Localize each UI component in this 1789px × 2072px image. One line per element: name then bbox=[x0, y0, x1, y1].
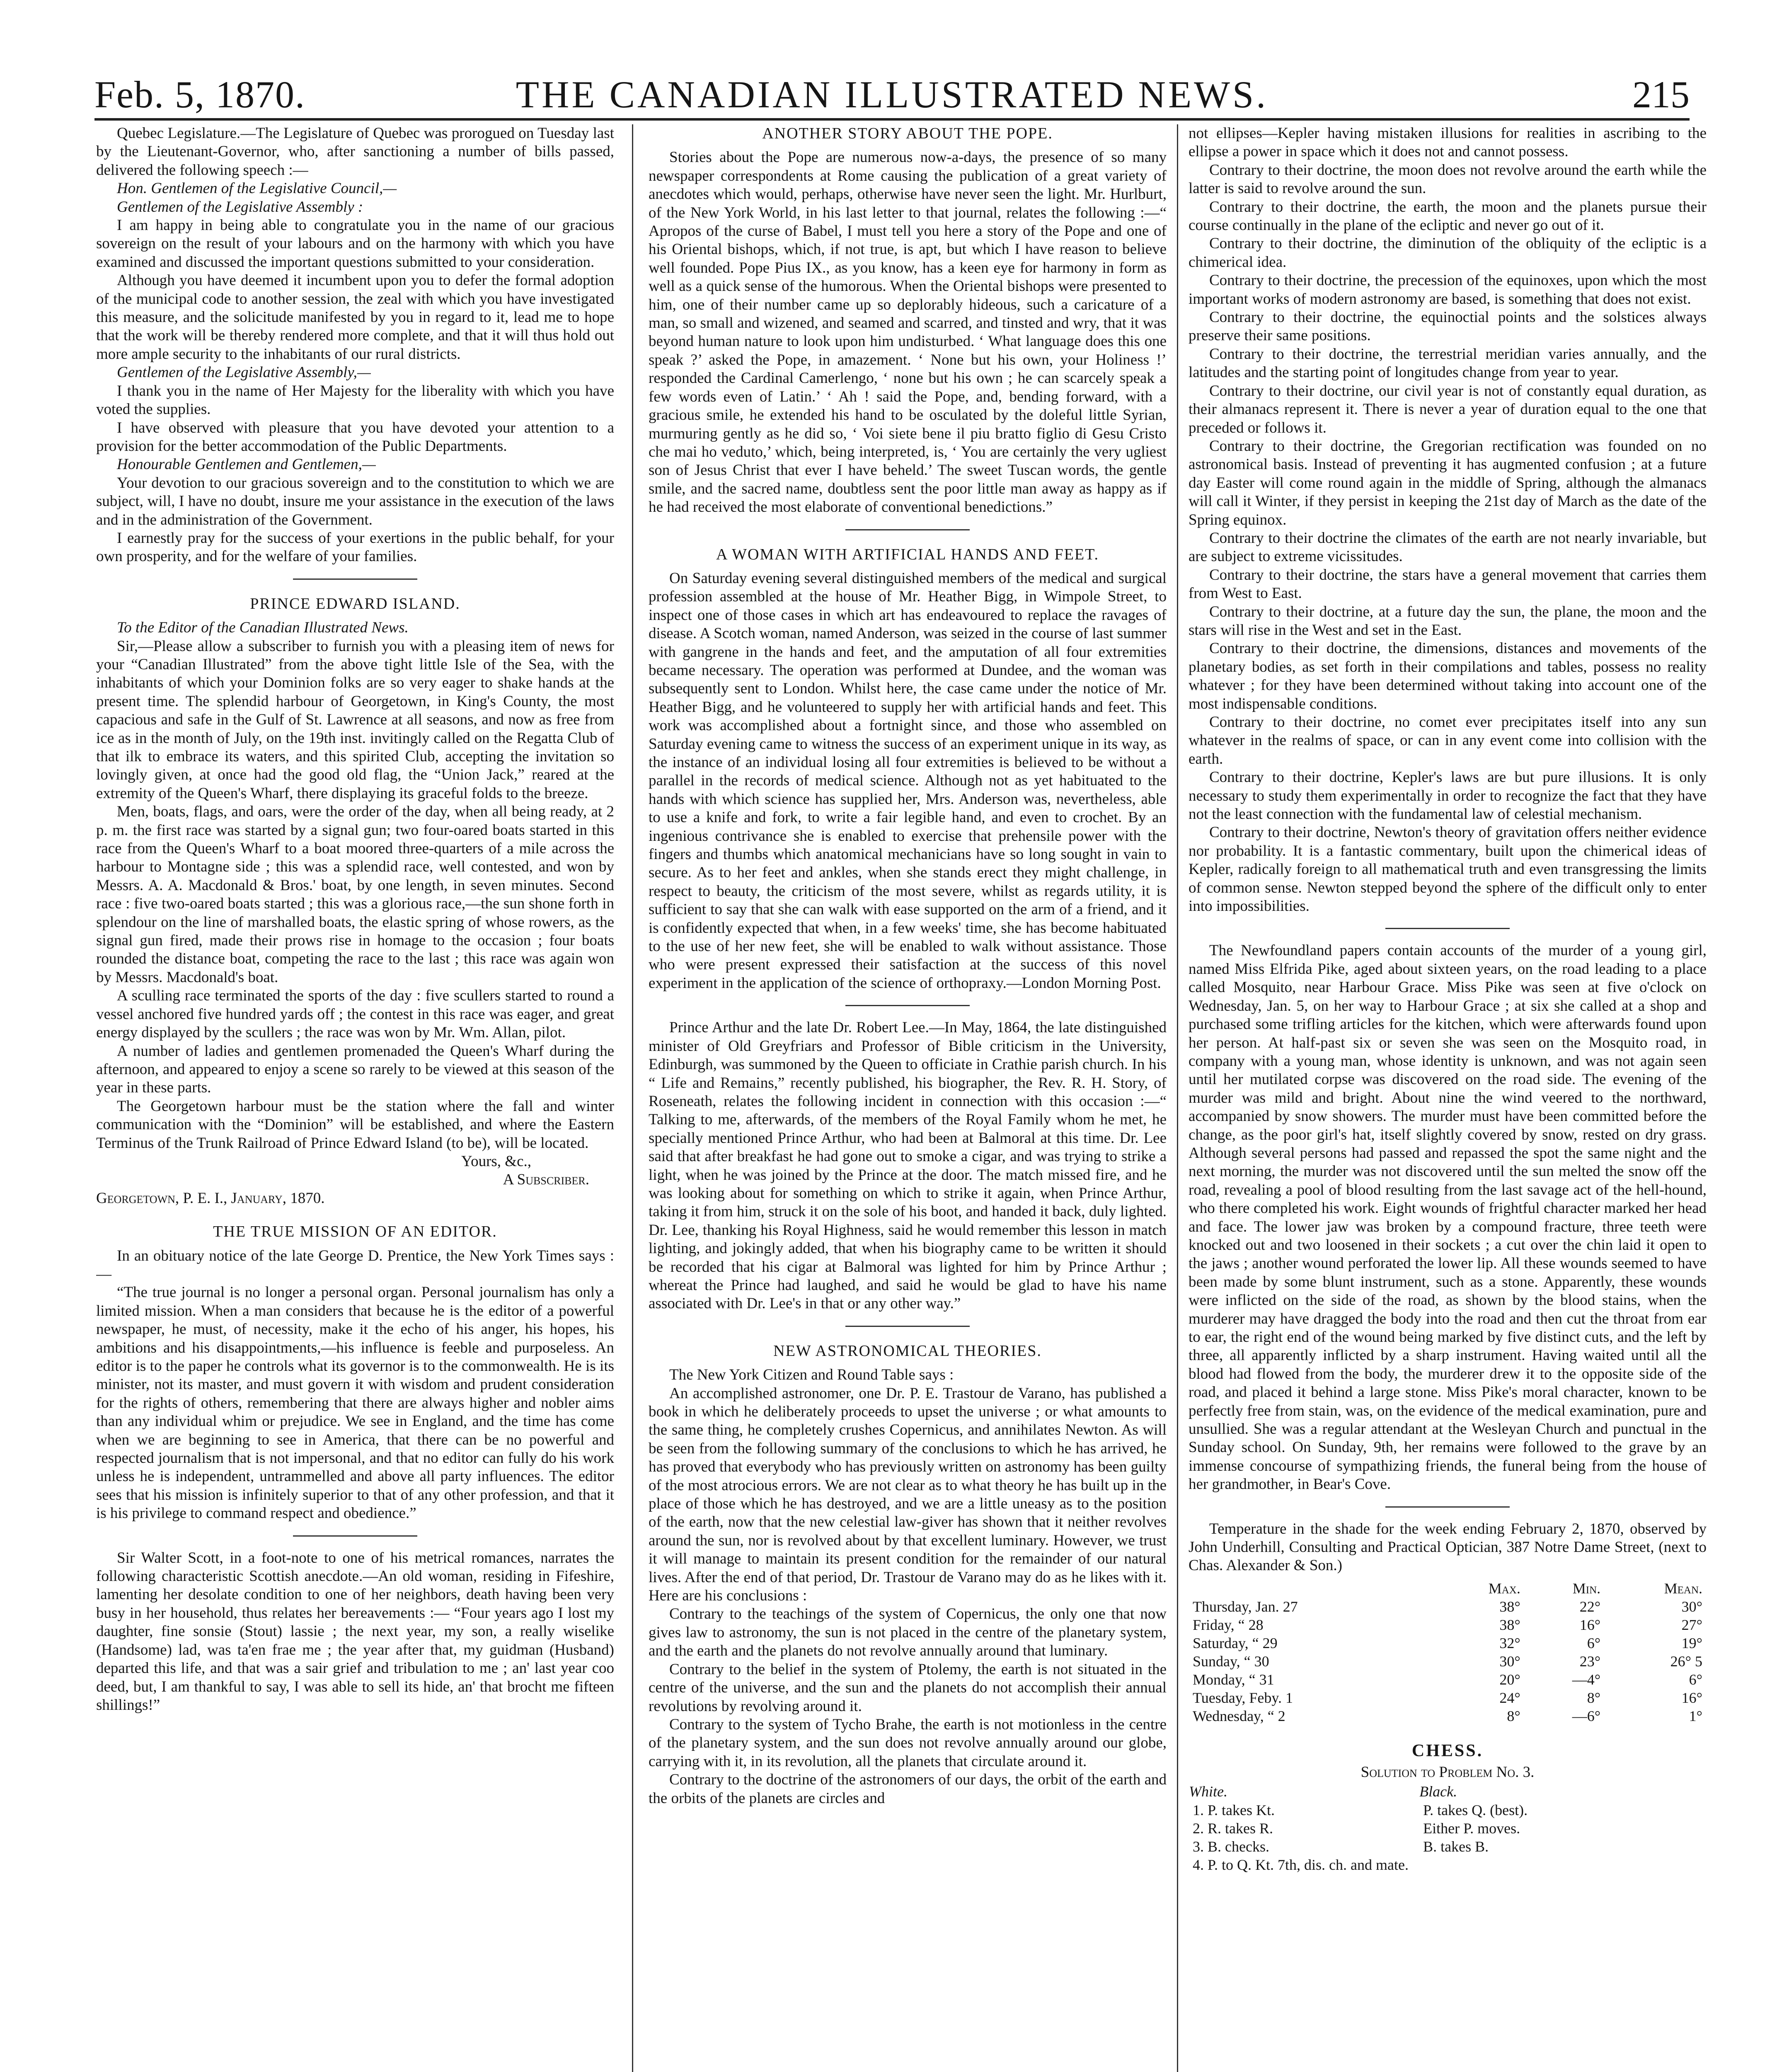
temp-day: Saturday, “ 29 bbox=[1193, 1634, 1278, 1651]
temp-min: 6° bbox=[1587, 1634, 1601, 1651]
chess-header-row bbox=[1189, 1782, 1707, 1801]
temp-mean: 1° bbox=[1689, 1707, 1702, 1724]
section-rule bbox=[845, 1326, 970, 1327]
editor-paragraph: “The true journal is no longer a personal organ. Personal journalism has only a limited mission. When a man considers that because he is the editor of a powerful newspaper, he must, of necessity, make it the echo of his anger, his hopes, his ambitions and his disappointments,—his influence is feeble and purposeless. An editor is to the paper he controls what its governor is to the commonwealth. He is its minister, not its master, and must govern it with wisdom and prudent consideration for the rights of others, remembering that there are always higher and nobler aims than any individual whim or prejudice. We see in England, and the time has come when we are beginning to see in America, that there can be no powerful and respected journalism that is not impersonal, and that no editor can fully do his work unless he is independent, untrammelled and above all party influences. The editor sees that his mission is infinitely superior to that of any other profession, and that it is his privilege to command respect and obedience.” bbox=[96, 1284, 614, 1522]
pei-paragraph: The Georgetown harbour must be the station where the fall and winter communication with the “Dominion” will be established, and where the Eastern Terminus of the Trunk Railroad of Prince Edward Island (to be), will be located. bbox=[96, 1097, 614, 1152]
quebec-paragraph: I thank you in the name of Her Majesty for the liberality with which you have voted the supplies. bbox=[96, 382, 614, 418]
astro-paragraph: Contrary to the doctrine of the astronomers of our days, the orbit of the earth and the orbits of the planets are circles and bbox=[649, 1771, 1167, 1807]
page-number: 215 bbox=[1632, 73, 1690, 116]
temp-min: 23° bbox=[1579, 1653, 1601, 1670]
issue-date: Feb. 5, 1870. bbox=[94, 73, 305, 116]
astro-continued: Contrary to their doctrine, the dimensions, distances and movements of the planetary bodies, as set forth in their compilations and tables, possess no reality whatever ; for they have been determined without taking into account one of the most indispensable conditions. bbox=[1189, 640, 1707, 712]
temp-mean: 16° bbox=[1681, 1689, 1702, 1706]
temp-max: 38° bbox=[1499, 1598, 1520, 1615]
pei-paragraph: A number of ladies and gentlemen promenaded the Queen's Wharf during the afternoon, and appeared to enjoy a scene so rarely to be viewed at this season of the year in these parts. bbox=[96, 1042, 614, 1097]
astro-continued: Contrary to their doctrine, the equinoctial points and the solstices always preserve their same positions. bbox=[1189, 309, 1707, 344]
quebec-salutation: Gentlemen of the Legislative Assembly,— bbox=[117, 364, 371, 381]
paper-title: THE CANADIAN ILLUSTRATED NEWS. bbox=[516, 73, 1269, 116]
table-row bbox=[1189, 1801, 1707, 1819]
astro-paragraph: An accomplished astronomer, one Dr. P. E. Trastour de Varano, has published a book in which he deliberately proceeds to upset the universe ; or what amounts to the same thing, he completely crushes Copernicus, and annihilates Newton. As will be seen from the following summary of the conclusions to which he has arrived, he has proved that everybody who has previously written on astronomy has been guilty of the most atrocious errors. We are not clear as to what theory he has built up in the place of those which he has destroyed, and we are a little uneasy as to the position of the earth, now that the new celestial law-giver has shown that it neither revolves around the sun, nor is revolved about by that excellent luminary. However, we trust it will manage to maintain its present condition for the remainder of our natural lives. After the end of that period, Dr. Trastour de Varano may do as he likes with it. Here are his conclusions : bbox=[649, 1385, 1167, 1605]
section-rule bbox=[1385, 928, 1510, 929]
astro-continued: Contrary to their doctrine, our civil year is not of constantly equal duration, as their almanacs represent it. There is never a year of duration equal to the one that preceded or follows it. bbox=[1189, 382, 1707, 436]
chess-header-white: White. bbox=[1189, 1783, 1227, 1800]
pei-address: To the Editor of the Canadian Illustrated News. bbox=[117, 619, 409, 637]
astro-paragraph: Contrary to the system of Tycho Brahe, the earth is not motionless in the centre of the planetary system, and the sun does not revolve annually around our globe, carrying with it, in its revolution, all the planets that circulate around it. bbox=[649, 1716, 1167, 1770]
chess-white-move: 3. B. checks. bbox=[1193, 1838, 1269, 1855]
temp-day: Tuesday, Feby. 1 bbox=[1193, 1689, 1293, 1706]
chess-black-move: B. takes B. bbox=[1423, 1838, 1489, 1855]
chess-subheading: Solution to Problem No. 3. bbox=[1361, 1764, 1535, 1781]
pei-place-date: Georgetown, P. E. I., January, 1870. bbox=[96, 1189, 325, 1207]
astro-continued: Contrary to their doctrine, the precession of the equinoxes, upon which the most important works of modern astronomy are based, is something that does not exist. bbox=[1189, 272, 1707, 307]
quebec-salutation: Hon. Gentlemen of the Legislative Council,— bbox=[117, 180, 397, 197]
temperature-header-mean: Mean. bbox=[1664, 1580, 1702, 1597]
quebec-salutation: Honourable Gentlemen and Gentlemen,— bbox=[117, 456, 376, 473]
temp-max: 32° bbox=[1499, 1634, 1520, 1651]
temp-day: Monday, “ 31 bbox=[1193, 1671, 1274, 1688]
astro-continued: not ellipses—Kepler having mistaken illusions for realities in ascribing to the ellipse a power in space which it does not and cannot possess. bbox=[1189, 125, 1707, 160]
column-divider bbox=[1177, 124, 1178, 2072]
astro-continued: Contrary to their doctrine, Kepler's laws are but pure illusions. It is only necessary to study them experimentally in order to recognize the fact that they have not the least connection with the fundamental law of celestial mechanism. bbox=[1189, 769, 1707, 823]
chess-black-move: P. takes Q. (best). bbox=[1423, 1801, 1528, 1818]
astro-continued: Contrary to their doctrine, the terrestrial meridian varies annually, and the latitudes and the starting point of longitudes change from year to year. bbox=[1189, 345, 1707, 381]
pei-paragraph: Men, boats, flags, and oars, were the order of the day, when all being ready, at 2 p. m. the first race was started by a signal gun; two four-oared boats started in this race from the Queen's Wharf to a boat moored three-quarters of a mile across the harbour to Montagne side ; this was a splendid race, well contested, and won by Messrs. A. A. Macdonald & Bros.' boat, by one length, in seven minutes. Second race : five two-oared boats started ; this was a glorious race,—the sun shone forth in splendour on the line of marshalled boats, the elastic spring of whose rowers, as the signal gun fired, made their prows rise in homage to the occasion ; four boats rounded the distance boat, competing the race to the last ; this race was again won by Messrs. Macdonald's boat. bbox=[96, 803, 614, 986]
editor-heading: THE TRUE MISSION OF AN EDITOR. bbox=[213, 1223, 497, 1241]
table-row bbox=[1189, 1616, 1707, 1634]
quebec-salutation: Gentlemen of the Legislative Assembly : bbox=[117, 198, 363, 215]
column-2 bbox=[649, 124, 1167, 2072]
pei-paragraph: A sculling race terminated the sports of the day : five scullers started to round a vessel anchored five hundred yards off ; the contest in this race was eager, and great energy displayed by the scullers ; the race was won by Mr. Wm. Allan, pilot. bbox=[96, 987, 614, 1041]
section-rule bbox=[845, 1005, 970, 1006]
chess-white-move: 4. P. to Q. Kt. 7th, dis. ch. and mate. bbox=[1193, 1856, 1409, 1873]
quebec-paragraph: Although you have deemed it incumbent upon you to defer the formal adoption of the municipal code to another session, the zeal with which you have investigated this measure, and the solicitude manifested by you in regard to it, lead me to hope that the work will be thereby rendered more complete, and that it will thus hold out more ample security to the inhabitants of our rural districts. bbox=[96, 272, 614, 363]
astro-continued: Contrary to their doctrine, the Gregorian rectification was founded on no astronomical basis. Instead of preventing it has augmented confusion ; at a future day Easter will come round again in the middle of Spring, although the almanacs will call it Winter, if they persist in keeping the 21st day of March as the date of the Spring equinox. bbox=[1189, 437, 1707, 528]
temperature-table bbox=[1189, 1579, 1707, 1725]
quebec-paragraph: I have observed with pleasure that you have devoted your attention to a provision for the better accommodation of the Public Departments. bbox=[96, 419, 614, 455]
column-divider bbox=[632, 124, 633, 2072]
chess-black-move: Either P. moves. bbox=[1423, 1820, 1520, 1837]
astro-continued: Contrary to their doctrine, the diminution of the obliquity of the ecliptic is a chimerical idea. bbox=[1189, 235, 1707, 271]
woman-paragraph: On Saturday evening several distinguished members of the medical and surgical profession assembled at the house of Mr. Heather Bigg, in Wimpole Street, to inspect one of those cases in which art has endeavoured to replace the ravages of disease. A Scotch woman, named Anderson, was seized in the course of last summer with gangrene in the hands and feet, and the amputation of all four extremities became necessary. The operation was performed at Dundee, and the woman was subsequently sent to London. Whilst here, the case came under the notice of Mr. Heather Bigg, and he volunteered to supply her with artificial hands and feet. This work was accomplished about a fortnight since, and those who assembled on Saturday evening came to witness the success of an experiment unique in its way, as the instance of an individual losing all four extremities is believed to be without a parallel in the records of medical science. Although not as yet habituated to the hands with which science has supplied her, Mrs. Anderson was, nevertheless, able to use a knife and fork, to write a fair legible hand, and even to crochet. By an ingenious contrivance she is enabled to exercise that prehensile power with the fingers and thumbs which anatomical mechanicians have so long sought in vain to secure. As to her feet and ankles, when she stands erect they might challenge, in respect to beauty, the criticism of the most severe, whilst as regards utility, it is sufficient to say that she can walk with ease supported on the arm of a friend, and it is confidently expected that when, in a few weeks' time, she has become habituated to the use of her new feet, she will be enabled to walk without assistance. Those who were present expressed their satisfaction at the success of this novel experiment in the application of the science of orthopraxy.—London Morning Post. bbox=[649, 569, 1167, 992]
editor-paragraph: In an obituary notice of the late George D. Prentice, the New York Times says :— bbox=[96, 1247, 614, 1283]
astro-heading: NEW ASTRONOMICAL THEORIES. bbox=[773, 1342, 1042, 1360]
masthead-rule bbox=[94, 118, 1690, 121]
pope-paragraph: Stories about the Pope are numerous now-a-days, the presence of so many newspaper correspondents at Rome causing the publication of a great variety of anecdotes which would, perhaps, otherwise have never seen the light. Mr. Hurlburt, of the New York World, in his last letter to that journal, relates the following :—“ Apropos of the curse of Babel, I must tell you here a story of the Pope and one of his Oriental bishops, which, if not true, is apt, but which I have reason to believe well founded. Pope Pius IX., as you know, has a keen eye for harmony in form as well as a quick sense of the humorous. When the Oriental bishops were presented to him, one of their number came up so deplorably hideous, such a caricature of a man, so small and wizened, and seamed and scarred, and tinsted and wry, that it was beyond human nature to look upon him undisturbed. ‘ What language does this one speak ?’ asked the Pope, in amazement. ‘ None but his own, your Holiness !’ responded the Cardinal Camerlengo, ‘ none but his own ; he can scarcely speak a few words even of Latin.’ ‘ Ah ! said the Pope, and, bending forward, with a gracious smile, he extended his hand to be osculated by the doleful little Syrian, murmuring gently as he did so, ‘ Voi siete bene il piu bratto figlio di Gesu Cristo che mai ho veduto,’ which, being interpreted, is, ‘ You are certainly the very ugliest son of Jesus Christ that ever I have beheld.’ The sweet Tuscan words, the gentle smile, and the sacred name, doubtless sent the poor little man away as happy as if he had received the most elaborate of conventional benedictions.” bbox=[649, 149, 1167, 516]
astro-paragraph: The New York Citizen and Round Table says : bbox=[669, 1366, 954, 1384]
table-row bbox=[1189, 1634, 1707, 1652]
astro-continued: Contrary to their doctrine, no comet ever precipitates itself into any sun whatever in the realms of space, or can in any event come into collision with the earth. bbox=[1189, 714, 1707, 767]
column-3 bbox=[1189, 124, 1707, 2072]
quebec-paragraph: Your devotion to our gracious sovereign and to the constitution to which we are subject, will, I have no doubt, insure me your assistance in the execution of the laws and in the administration of the Government. bbox=[96, 474, 614, 528]
scott-paragraph: Sir Walter Scott, in a foot-note to one of his metrical romances, narrates the following characteristic Scottish anecdote.—An old woman, residing in Fifeshire, lamenting her desolate condition to one of her neighbors, death having been very busy in her household, thus relates her bereavements :— “Four years ago I lost my daughter, fine sonsie (Stout) lassie ; the next year, my son, a really wiselike (Handsome) lad, was ta'en frae me ; the year after that, my guidman (Husband) departed this life, and that was a sair grief and tribulation to me ; an' last year coo deed, but, I am thankful to say, I was able to sell its hide, an' that brocht me fifteen shillings!” bbox=[96, 1549, 614, 1714]
temp-max: 30° bbox=[1499, 1653, 1520, 1670]
astro-continued: Contrary to their doctrine, Newton's theory of gravitation offers neither evidence nor probability. It is a fantastic commentary, built upon the chimerical ideas of Kepler, radically foreign to all mathematical truth and even transgressing the limits of common sense. Newton stepped beyond the sphere of the difficult only to enter into impossibilities. bbox=[1189, 824, 1707, 915]
temperature-header-max: Max. bbox=[1488, 1580, 1520, 1597]
murder-paragraph: The Newfoundland papers contain accounts of the murder of a young girl, named Miss Elfrida Pike, aged about sixteen years, on the road leading to a place called Mosquito, near Harbour Grace. Miss Pike was seen at five o'clock on Wednesday, Jan. 5, on her way to Harbour Grace ; at six she called at a shop and purchased some trifling articles for the kitchen, which were afterwards found upon her person. At half-past six or seven she was seen on the Mosquito road, in company with a young man, whose identity is unknown, and was not again seen until her mutilated corpse was discovered on the road side. The evening of the murder was mild and bright. About nine the wind veered to the northward, accompanied by snow showers. The murder must have been committed before the change, as the poor girl's hat, itself slightly covered by snow, rested on dry grass. Although several persons had passed and repassed the spot the same night and the next morning, the murder was not discovered until the sun melted the snow off the road, revealing a pool of blood resulting from the last savage act of the hell-hound, who there completed his work. Eight wounds of frightful character marked her head and face. The lower jaw was broken by a compound fracture, three teeth were knocked out and two loosened in their sockets ; a cut over the chin laid it open to the jaws ; another wound perforated the lower lip. All these wounds seemed to have been made by some blunt instrument, such as a stone. Apparently, these wounds were inflicted on the side of the road, as shown by the blood stains, when the murderer may have dragged the body into the road and then cut the throat from ear to ear, the right end of the wound being marked by five distinct cuts, and the left by three, all apparently inflicted by a sharp instrument. Having waited until all the blood had flowed from the body, the murderer drew it to the opposite side of the road, and placed it behind a large stone. Miss Pike's moral character, known to be perfectly free from stain, was, on the evidence of the medical examination, pure and unsullied. She was a regular attendant at the Wesleyan Church and punctual in the Sunday school. On Sunday, 9th, her remains were followed to the grave by an immense concourse of sympathizing friends, the funeral being from the house of her grandmother, in Bear's Cove. bbox=[1189, 942, 1707, 1493]
astro-continued: Contrary to their doctrine, at a future day the sun, the plane, the moon and the stars will rise in the West and set in the East. bbox=[1189, 603, 1707, 639]
temp-min: —6° bbox=[1572, 1707, 1601, 1724]
section-rule bbox=[845, 529, 970, 530]
temp-mean: 27° bbox=[1681, 1616, 1702, 1633]
section-rule bbox=[293, 579, 417, 580]
pope-heading: ANOTHER STORY ABOUT THE POPE. bbox=[762, 125, 1053, 142]
pei-paragraph: Sir,—Please allow a subscriber to furnish you with a pleasing item of news for your “Canadian Illustrated” from the above tight little Isle of the Sea, with the inhabitants of which your Dominion folks are so very eager to shake hands at the present time. The splendid harbour of Georgetown, in King's County, the most capacious and safe in the Gulf of St. Lawrence at all seasons, and now as free from ice as in the month of July, on the 19th inst. invitingly called on the Regatta Club of that ilk to embrace its waters, and this spirited Club, accepting the invitation so lovingly given, at once had the good old flag, the “Union Jack,” reared at the extremity of the Queen's Wharf, there displaying its graceful folds to the breeze. bbox=[96, 637, 614, 802]
temp-day: Sunday, “ 30 bbox=[1193, 1653, 1269, 1670]
chess-table bbox=[1189, 1782, 1707, 1874]
pei-heading: PRINCE EDWARD ISLAND. bbox=[250, 595, 460, 612]
temp-max: 20° bbox=[1499, 1671, 1520, 1688]
temperature-intro: Temperature in the shade for the week ending February 2, 1870, observed by John Underhill, Consulting and Practical Optician, 387 Notre Dame Street, (next to Chas. Alexander & Son.) bbox=[1189, 1520, 1707, 1574]
temperature-header-row bbox=[1189, 1579, 1707, 1598]
astro-continued: Contrary to their doctrine, the moon does not revolve around the earth while the latter is said to revolve around the sun. bbox=[1189, 161, 1707, 197]
table-row bbox=[1189, 1837, 1707, 1856]
column-1 bbox=[96, 124, 614, 2072]
quebec-intro: Quebec Legislature.—The Legislature of Quebec was prorogued on Tuesday last by the Lieutenant-Governor, who, after sanctioning a number of bills passed, delivered the following speech :— bbox=[96, 125, 614, 179]
table-row bbox=[1189, 1819, 1707, 1837]
chess-heading: CHESS. bbox=[1411, 1741, 1484, 1760]
table-row bbox=[1189, 1652, 1707, 1670]
temp-min: —4° bbox=[1572, 1671, 1601, 1688]
temp-max: 24° bbox=[1499, 1689, 1520, 1706]
temp-min: 22° bbox=[1579, 1598, 1601, 1615]
astro-continued: Contrary to their doctrine, the stars have a general movement that carries them from West to East. bbox=[1189, 566, 1707, 602]
pei-signature: A Subscriber. bbox=[503, 1171, 589, 1188]
chess-white-move: 1. P. takes Kt. bbox=[1193, 1801, 1275, 1818]
table-row bbox=[1189, 1598, 1707, 1616]
astro-continued: Contrary to their doctrine, the earth, the moon and the planets pursue their course continually in the plane of the ecliptic and never go out of it. bbox=[1189, 198, 1707, 234]
table-row bbox=[1189, 1707, 1707, 1725]
section-rule bbox=[1385, 1506, 1510, 1508]
temp-day: Wednesday, “ 2 bbox=[1193, 1707, 1285, 1724]
lee-paragraph: Prince Arthur and the late Dr. Robert Lee.—In May, 1864, the late distinguished minister of Old Greyfriars and Professor of Bible criticism in the University, Edinburgh, was summoned by the Queen to officiate in Crathie parish church. In his “ Life and Remains,” recently published, his biographer, the Rev. R. H. Story, of Roseneath, relates the following incident in connection with this occasion :—“ Talking to me, afterwards, of the members of the Royal Family whom he met, he specially mentioned Prince Arthur, who had been at Balmoral at this time. Dr. Lee said that after breakfast he had gone out to smoke a cigar, and was trying to strike a light, when he was joined by the Prince at the door. The match missed fire, and he was looking about for something on which to strike it again, when Prince Arthur, taking it from him, struck it on the sole of his boot, and handed it back, duly lighted. Dr. Lee, thanking his Royal Highness, said he would remember this lesson in match lighting, and jokingly added, that when his biography came to be written it should be recorded that his cigar at Balmoral was lighted for him by Prince Arthur ; whereat the Prince had laughed, and said he would be glad to have his name associated with Dr. Lee's in that or any other way.” bbox=[649, 1019, 1167, 1312]
astro-continued: Contrary to their doctrine the climates of the earth are not nearly invariable, but are subject to extreme vicissitudes. bbox=[1189, 529, 1707, 565]
temp-min: 8° bbox=[1587, 1689, 1601, 1706]
temp-mean: 30° bbox=[1681, 1598, 1702, 1615]
pei-yours: Yours, &c., bbox=[461, 1152, 531, 1170]
masthead bbox=[94, 73, 1690, 122]
section-rule bbox=[293, 1535, 417, 1537]
astro-paragraph: Contrary to the teachings of the system of Copernicus, the only one that now gives law to astronomy, the sun is not placed in the centre of the planetary system, and the earth and the planets do not revolve annually around that luminary. bbox=[649, 1605, 1167, 1660]
woman-heading: A WOMAN WITH ARTIFICIAL HANDS AND FEET. bbox=[716, 545, 1099, 563]
temp-mean: 26° 5 bbox=[1670, 1653, 1702, 1670]
temp-day: Friday, “ 28 bbox=[1193, 1616, 1264, 1633]
table-row bbox=[1189, 1856, 1707, 1874]
temp-mean: 19° bbox=[1681, 1634, 1702, 1651]
temperature-header-blank bbox=[1189, 1579, 1436, 1598]
table-row bbox=[1189, 1689, 1707, 1707]
quebec-paragraph: I am happy in being able to congratulate you in the name of our gracious sovereign on the result of your labours and on the harmony with which you have examined and discussed the important questions submitted to your consideration. bbox=[96, 217, 614, 271]
temp-max: 38° bbox=[1499, 1616, 1520, 1633]
temp-mean: 6° bbox=[1689, 1671, 1702, 1688]
temp-max: 8° bbox=[1507, 1707, 1520, 1724]
chess-header-black: Black. bbox=[1419, 1783, 1457, 1800]
temp-day: Thursday, Jan. 27 bbox=[1193, 1598, 1298, 1615]
quebec-paragraph: I earnestly pray for the success of your exertions in the public behalf, for your own prosperity, and for the welfare of your families. bbox=[96, 529, 614, 565]
temp-min: 16° bbox=[1579, 1616, 1601, 1633]
chess-white-move: 2. R. takes R. bbox=[1193, 1820, 1273, 1837]
temperature-header-min: Min. bbox=[1572, 1580, 1601, 1597]
astro-paragraph: Contrary to the belief in the system of Ptolemy, the earth is not situated in the centre of the universe, and the sun and the planets do not accomplish their annual revolutions by revolving around it. bbox=[649, 1661, 1167, 1715]
table-row bbox=[1189, 1670, 1707, 1689]
